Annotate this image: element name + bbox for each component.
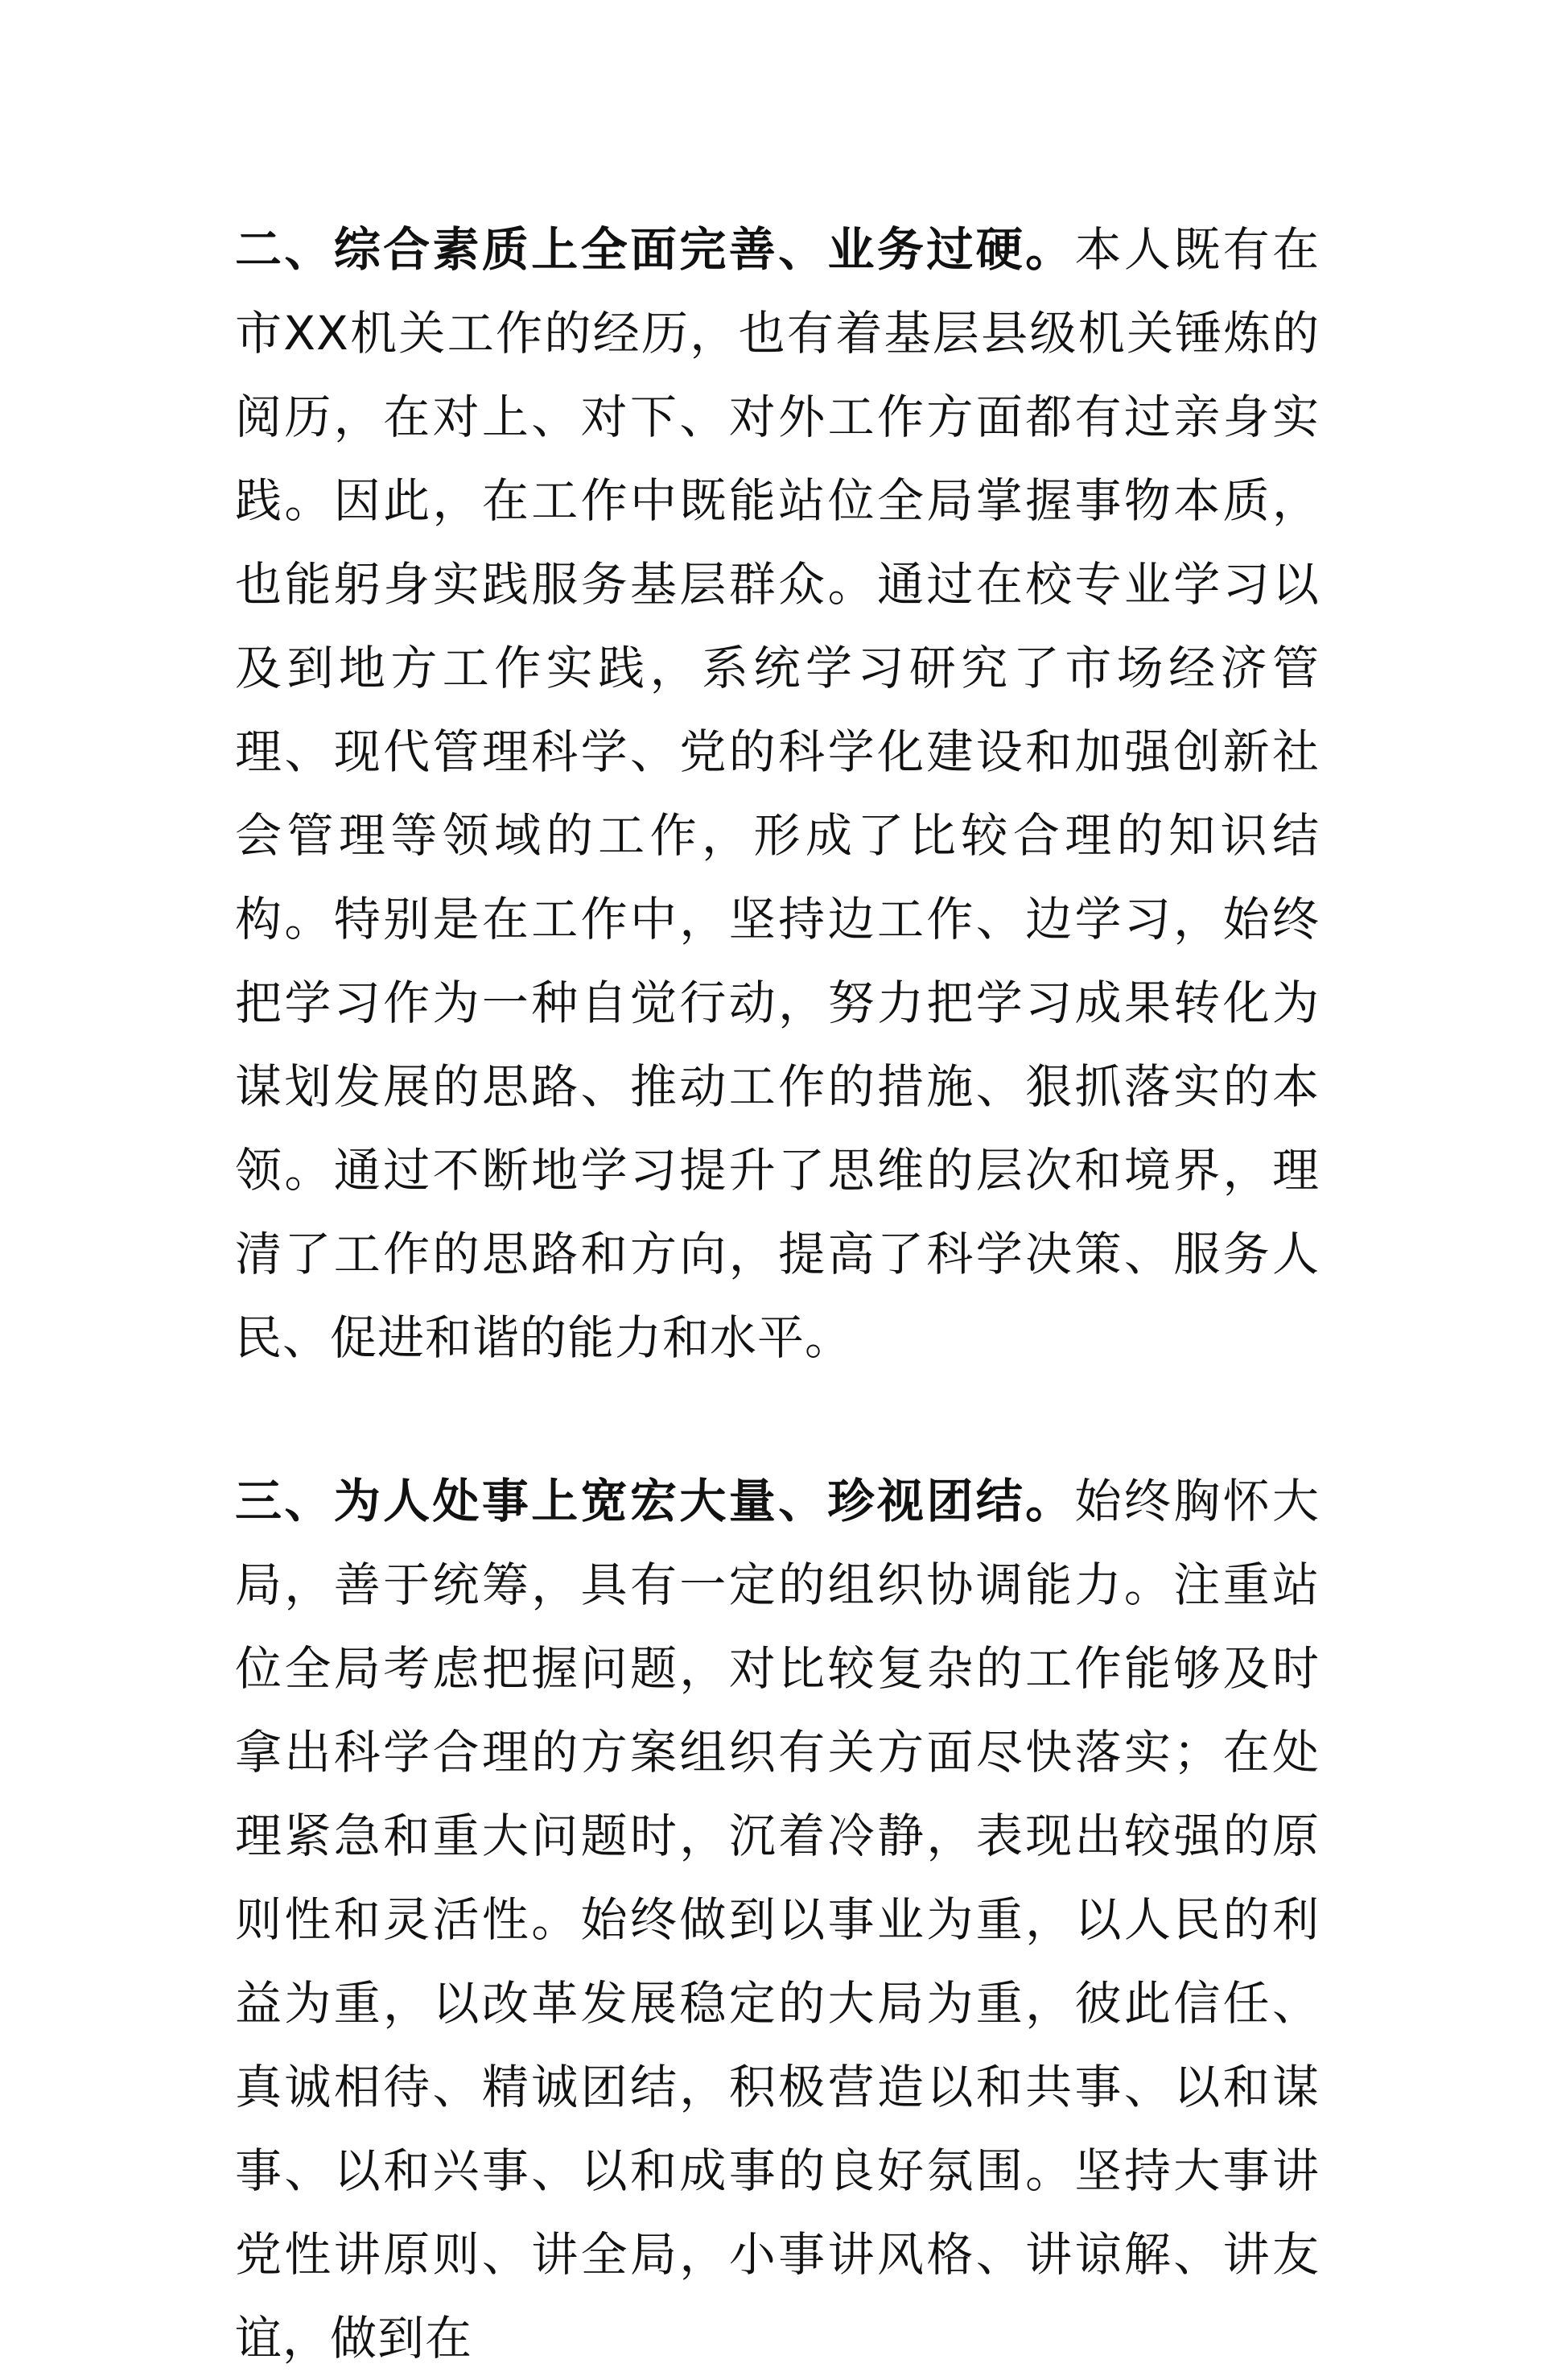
section-body: 本人既有在市XX机关工作的经历，也有着基层县级机关锤炼的阅历，在对上、对下、对外工作方面都有过亲身实践。因此，在工作中既能站位全局掌握事物本质，也能躬身实践服务基层群众。通过在校专业学习以及到地方工作实践，系统学习研究了市场经济管理、现代管理科学、党的科学化建设和加强创新社会管理等领域的工作，形成了比较合理的知识结构。特别是在工作中，坚持边工作、边学习，始终把学习作为一种自觉行动，努力把学习成果转化为谋划发展的思路、推动工作的措施、狠抓落实的本领。通过不断地学习提升了思维的层次和境界，理清了工作的思路和方向，提高了科学决策、服务人民、促进和谐的能力和水平。 [235, 222, 1320, 1365]
section-heading: 二、综合素质上全面完善、业务过硬。 [235, 222, 1075, 277]
section-conduct-unity [235, 1459, 1320, 2380]
section-heading: 三、为人处事上宽宏大量、珍视团结。 [235, 1474, 1075, 1528]
document-content [235, 208, 1320, 2380]
section-comprehensive-quality [235, 208, 1320, 1380]
section-body: 始终胸怀大局，善于统筹，具有一定的组织协调能力。注重站位全局考虑把握问题，对比较复杂的工作能够及时拿出科学合理的方案组织有关方面尽快落实；在处理紧急和重大问题时，沉着冷静，表现出较强的原则性和灵活性。始终做到以事业为重，以人民的利益为重，以改革发展稳定的大局为重，彼此信任、真诚相待、精诚团结，积极营造以和共事、以和谋事、以和兴事、以和成事的良好氛围。坚持大事讲党性讲原则、讲全局，小事讲风格、讲谅解、讲友谊，做到在 [235, 1474, 1320, 2366]
